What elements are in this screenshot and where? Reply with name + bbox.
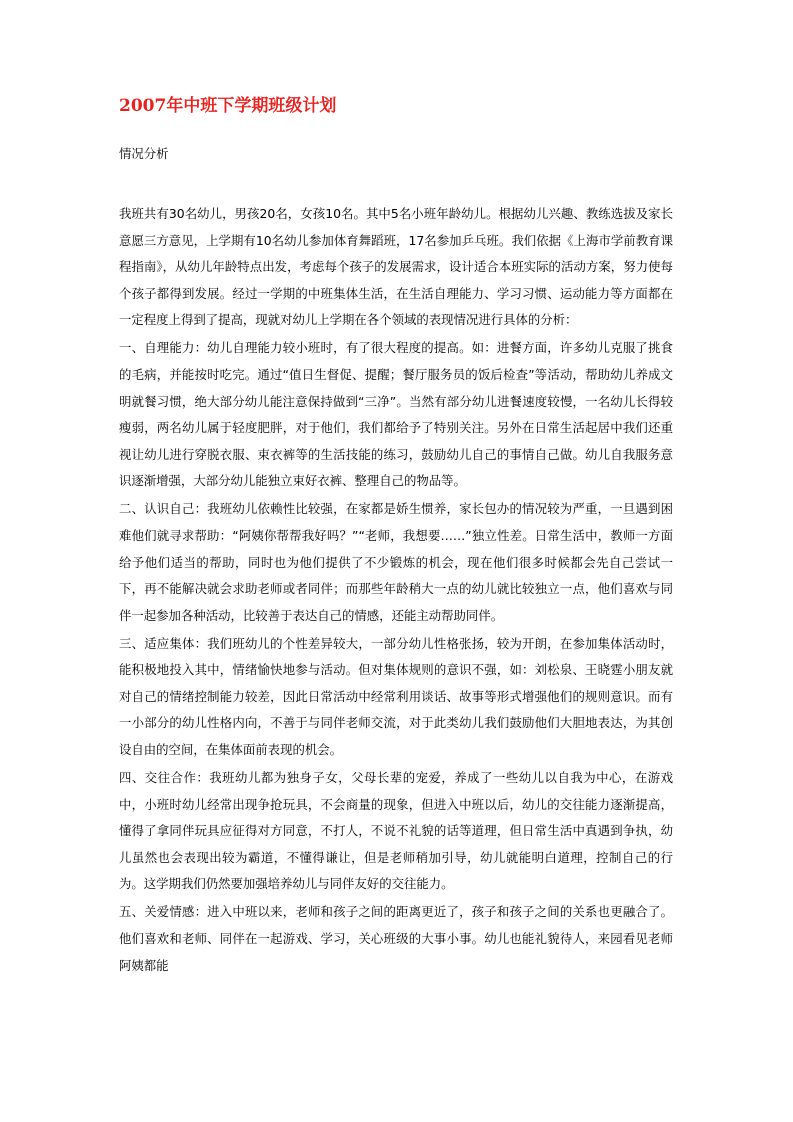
paragraph-self-care: 一、自理能力：幼儿自理能力较小班时，有了很大程度的提高。如：进餐方面，许多幼儿克服了挑食的毛病，并能按时吃完。通过“值日生督促、提醒；餐厅服务员的饭后检查”等活动，帮助幼儿养成文明就餐习惯，绝大部分幼儿能注意保持做到“三净”。当然有部分幼儿进餐速度较慢，一名幼儿长得较瘦弱，两名幼儿属于轻度肥胖，对于他们，我们都给予了特别关注。另外在日常生活起居中我们还重视让幼儿进行穿脱衣服、束衣裤等的生活技能的练习，鼓励幼儿自己的事情自己做。幼儿自我服务意识逐渐增强，大部分幼儿能独立束好衣裤、整理自己的物品等。 bbox=[119, 340, 673, 489]
paragraph-self-awareness: 二、认识自己：我班幼儿依赖性比较强，在家都是娇生惯养，家长包办的情况较为严重，一旦遇到困难他们就寻求帮助：“阿姨你帮帮我好吗？”“老师，我想要……”独立性差。日常生活中，教师一方面给予他们适当的帮助，同时也为他们提供了不少锻炼的机会，现在他们很多时候都会先自己尝试一下，再不能解决就会求助老师或者同伴；而那些年龄稍大一点的幼儿就比较独立一点，他们喜欢与同伴一起参加各种活动，比较善于表达自己的情感，还能主动帮助同伴。 bbox=[119, 501, 673, 623]
paragraph-caring-emotion: 五、关爱情感：进入中班以来，老师和孩子之间的距离更近了，孩子和孩子之间的关系也更融合了。他们喜欢和老师、同伴在一起游戏、学习，关心班级的大事小事。幼儿也能礼貌待人，来园看见老师阿姨都能 bbox=[119, 904, 673, 973]
paragraph-social-cooperation: 四、交往合作：我班幼儿都为独身子女，父母长辈的宠爱，养成了一些幼儿以自我为中心，在游戏中，小班时幼儿经常出现争抢玩具，不会商量的现象，但进入中班以后，幼儿的交往能力逐渐提高，懂得了拿同伴玩具应征得对方同意，不打人，不说不礼貌的话等道理，但日常生活中真遇到争执，幼儿虽然也会表现出较为霸道，不懂得谦让，但是老师稍加引导，幼儿就能明白道理，控制自己的行为。这学期我们仍然要加强培养幼儿与同伴友好的交往能力。 bbox=[119, 770, 673, 892]
paragraph-group-adaptation: 三、适应集体：我们班幼儿的个性差异较大，一部分幼儿性格张扬，较为开朗，在参加集体活动时，能积极地投入其中，情绪愉快地参与活动。但对集体规则的意识不强，如：刘松泉、王晓霆小朋友就对自己的情绪控制能力较差，因此日常活动中经常利用谈话、故事等形式增强他们的规则意识。而有一小部分的幼儿性格内向，不善于与同伴老师交流，对于此类幼儿我们鼓励他们大胆地表达，为其创设自由的空间，在集体面前表现的机会。 bbox=[119, 635, 673, 758]
document-title: 2007年中班下学期班级计划 bbox=[119, 96, 337, 116]
section-heading: 情况分析 bbox=[119, 146, 169, 161]
paragraph-overview: 我班共有30名幼儿，男孩20名，女孩10名。其中5名小班年龄幼儿。根据幼儿兴趣、教练选拔及家长意愿三方意见，上学期有10名幼儿参加体育舞蹈班，17名参加乒乓班。我们依据《上海市学前教育课程指南》，从幼儿年龄特点出发，考虑每个孩子的发展需求，设计适合本班实际的活动方案，努力使每个孩子都得到发展。经过一学期的中班集体生活，在生活自理能力、学习习惯、运动能力等方面都在一定程度上得到了提高，现就对幼儿上学期在各个领域的表现情况进行具体的分析： bbox=[119, 206, 673, 328]
document-body bbox=[119, 201, 673, 979]
